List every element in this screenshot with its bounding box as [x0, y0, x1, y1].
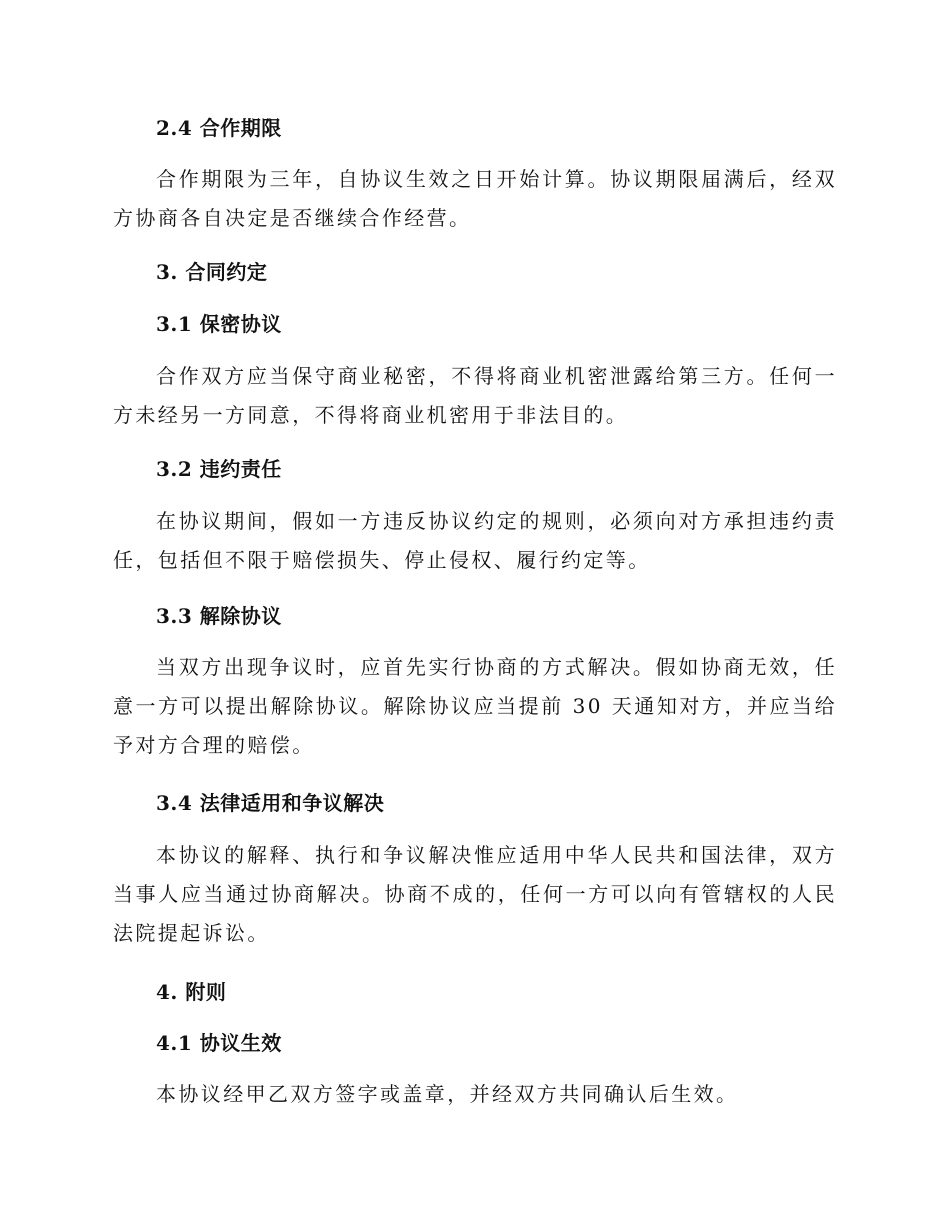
section-paragraph-3-2: 在协议期间，假如一方违反协议约定的规则，必须向对方承担违约责任，包括但不限于赔偿损失、停止侵权、履行约定等。 — [113, 509, 837, 572]
section-paragraph-2-4: 合作期限为三年，自协议生效之日开始计算。协议期限届满后，经双方协商各自决定是否继续合作经营。 — [113, 167, 837, 230]
section-heading-3-1: 3.1 保密协议 — [156, 312, 282, 336]
section-paragraph-3-1: 合作双方应当保守商业秘密，不得将商业机密泄露给第三方。任何一方未经另一方同意，不得将商业机密用于非法目的。 — [113, 364, 837, 427]
section-heading-3-4: 3.4 法律适用和争议解决 — [156, 791, 385, 815]
section-heading-4-1: 4.1 协议生效 — [156, 1031, 282, 1055]
section-heading-3: 3. 合同约定 — [156, 260, 268, 284]
section-paragraph-3-3: 当双方出现争议时，应首先实行协商的方式解决。假如协商无效，任意一方可以提出解除协议。解除协议应当提前 30 天通知对方，并应当给予对方合理的赔偿。 — [113, 655, 837, 757]
section-heading-3-2: 3.2 违约责任 — [156, 457, 282, 481]
section-paragraph-4-1: 本协议经甲乙双方签字或盖章，并经双方共同确认后生效。 — [156, 1082, 739, 1106]
section-heading-3-3: 3.3 解除协议 — [156, 604, 282, 628]
section-paragraph-3-4: 本协议的解释、执行和争议解决惟应适用中华人民共和国法律，双方当事人应当通过协商解决。协商不成的，任何一方可以向有管辖权的人民法院提起诉讼。 — [113, 843, 837, 945]
section-heading-4: 4. 附则 — [156, 980, 227, 1004]
section-heading-2-4: 2.4 合作期限 — [156, 116, 282, 140]
